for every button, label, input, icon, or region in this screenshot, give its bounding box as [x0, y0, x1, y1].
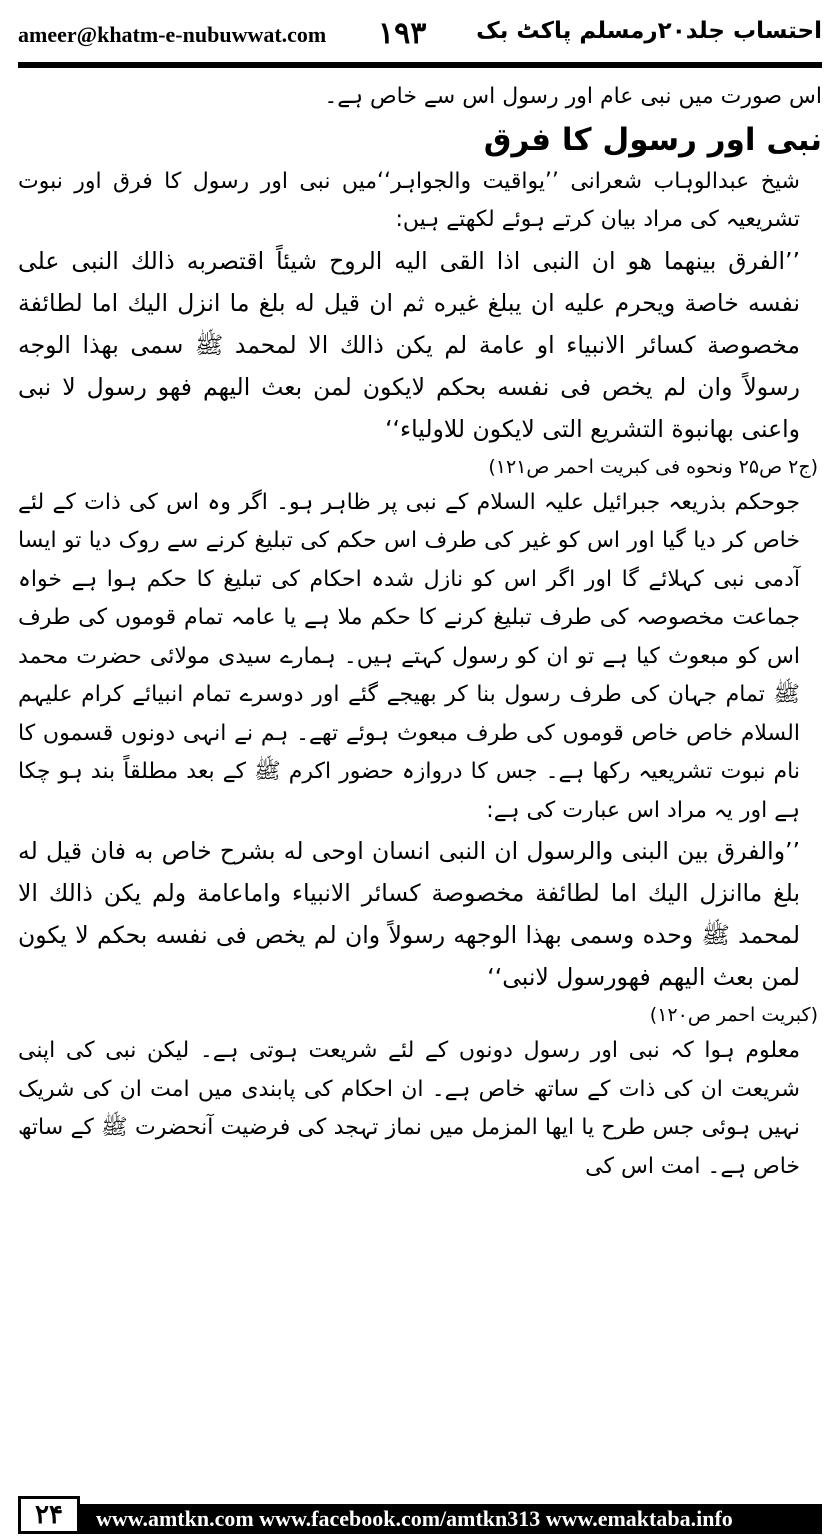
section-heading: نبی اور رسول کا فرق	[483, 121, 822, 158]
paragraph-2: جوحکم بذریعہ جبرائیل علیہ السلام کے نبی پر ظاہر ہو۔ اگر وہ اس کی ذات کے لئے خاص کر دیا گیا اور اس کو غیر کی طرف اس حکم کی تبلیغ کرنے سے روک دیا تو ایسا آدمی نبی کہلائے گا اور اگر اس کو نازل شدہ احکام کی تبلیغ کا حکم ہوا ہے خواہ جماعت مخصوصہ کی طرف تبلیغ کرنے کا حکم ملا ہے یا عامہ تمام قوموں کی طرف اس کو مبعوث کیا ہے تو ان کو رسول کہتے ہیں۔ ہمارے سیدی مولائی حضرت محمد ﷺ تمام جہان کی طرف رسول بنا کر بھیجے گئے اور دوسرے تمام انبیائے کرام علیہم السلام خاص خاص قوموں کی طرف مبعوث ہوئے تھے۔ ہم نے انہی دونوں قسموں کا نام نبوت تشریعیہ رکھا ہے۔ جس کا دروازہ حضور اکرم ﷺ کے بعد مطلقاً بند ہو چکا ہے اور یہ مراد اس عبارت کی ہے:	[18, 489, 800, 823]
arabic-quote-1: ’’الفرق بینهما هو ان النبی اذا القی الیه الروح شیئاً اقتصربه ذالك النبی علی نفسه خاصة ویحرم علیه ان یبلغ غیره ثم ان قیل له بلغ ما انزل الیك اما لطائفة مخصوصة کسائر الانبیاء او عامة لم یكن ذالك الا لمحمد ﷺ سمی بهذا الوجه رسولاً وان لم یخص فی نفسه بحکم لایکون لمن بعث الیهم فهو رسول لا نبی واعنی بهانبوة التشریع التی لایکون للاولیاء‘‘	[18, 246, 800, 443]
page-body	[18, 78, 822, 1186]
page-footer	[18, 1496, 822, 1534]
reference-2: (کبریت احمر ص۱۲۰)	[649, 1004, 818, 1026]
header-email: ameer@khatm-e-nubuwwat.com	[18, 22, 327, 47]
arabic-quote-2: ’’والفرق بین البنی والرسول ان النبی انسان اوحی له بشرح خاص به فان قیل له بلغ ماانزل الیك اما لطائفة مخصوصة کسائر الانبیاء واماعامة ولم یكن ذالك الا لمحمد ﷺ وحده وسمی بهذا الوجهه رسولاً وان لم یخص فی نفسه بحکم لا یکون لمن بعث الیهم فهورسول لانبی‘‘	[18, 837, 800, 991]
page-header	[18, 14, 822, 58]
footer-urls: www.amtkn.com www.facebook.com/amtkn313 www.emaktaba.info	[96, 1506, 733, 1531]
header-rule	[18, 62, 822, 68]
footer-page-number: ۲۴	[18, 1496, 80, 1534]
header-page-number: ۱۹۳	[378, 16, 427, 51]
paragraph-1: شیخ عبدالوہاب شعرانی ’’یواقیت والجواہر‘‘میں نبی اور رسول کا فرق اور نبوت تشریعیہ کی مراد بیان کرتے ہوئے لکھتے ہیں:	[18, 168, 800, 232]
paragraph-3: معلوم ہوا کہ نبی اور رسول دونوں کے لئے شریعت ہوتی ہے۔ لیکن نبی کی اپنی شریعت ان کی ذات کے ساتھ خاص ہے۔ ان احکام کی پابندی میں امت ان کی شریک نہیں ہوئی جس طرح یا ایها المزمل میں نماز تہجد کی فرضیت آنحضرت ﷺ کے ساتھ خاص ہے۔ امت اس کی	[18, 1038, 800, 1179]
intro-line: اس صورت میں نبی عام اور رسول اس سے خاص ہے۔	[324, 84, 822, 109]
reference-1: (ج۲ ص۲۵ ونحوه فی کبریت احمر ص۱۲۱)	[488, 455, 818, 478]
header-book-title: احتساب جلد۲۰رمسلم پاکٹ بک	[476, 18, 822, 44]
